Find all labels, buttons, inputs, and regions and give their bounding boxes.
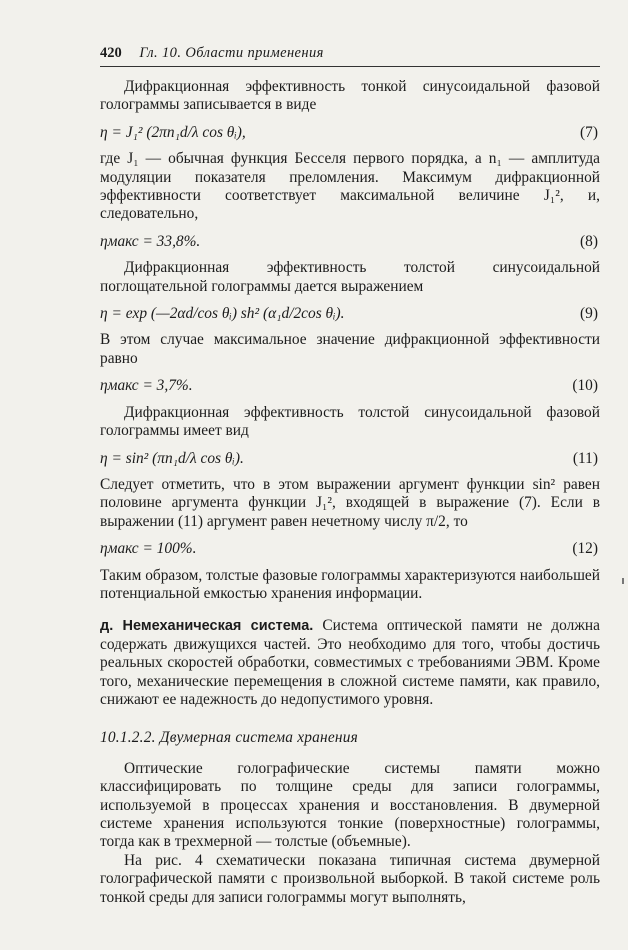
equation-9-number: (9): [580, 305, 598, 323]
equation-9: [100, 305, 600, 323]
paragraph-8: Оптические голографические системы памяти можно классифицировать по толщине среды для записи голограммы, используемой в процессах хранения и восстановления. В двумерной системе хранения используются тонкие (поверхностные) голограммы, тогда как в трехмерной — толстые (объемные).: [100, 759, 600, 851]
equation-12: [100, 540, 600, 558]
section-d: [100, 617, 600, 709]
equation-8: [100, 233, 600, 251]
equation-9-formula: η = exp (—2αd/cos θᵢ) sh² (α₁d/2cos θᵢ).: [100, 305, 345, 323]
equation-8-formula: ηмакс = 33,8%.: [100, 232, 201, 250]
paragraph-5: Дифракционная эффективность толстой синусоидальной фазовой голограммы имеет вид: [100, 403, 600, 440]
header-rule: [100, 66, 600, 67]
equation-12-number: (12): [572, 540, 598, 558]
running-header: [100, 45, 598, 62]
margin-mark: [622, 578, 624, 584]
equation-12-formula: ηмакс = 100%.: [100, 540, 197, 558]
section-d-text: Система оптической памяти не должна содержать движущихся частей. Это необходимо для того, чтобы достичь реальных скоростей обработки, совместимых с требованиями ЭВМ. Кроме того, механические перемещения в сложной системе памяти, как правило, снижают ее надежность до недопустимого уровня.: [100, 617, 600, 708]
equation-11-formula: η = sin² (πn₁d/λ cos θᵢ).: [100, 449, 244, 467]
equation-10: [100, 377, 600, 395]
paragraph-9: На рис. 4 схематически показана типичная система двумерной голографической памяти с произвольной выборкой. В такой системе роль тонкой среды для записи голограммы могут выполнять,: [100, 851, 600, 906]
paragraph-6: Следует отметить, что в этом выражении аргумент функции sin² равен половине аргумента функции J₁², входящей в выражение (7). Если в выражении (11) аргумент равен нечетному числу π/2, то: [100, 475, 600, 530]
paragraph-7: Таким образом, толстые фазовые голограммы характеризуются наибольшей потенциальной емкостью хранения информации.: [100, 566, 600, 602]
equation-7-number: (7): [580, 123, 598, 141]
equation-8-number: (8): [580, 232, 598, 250]
paragraph-1: Дифракционная эффективность тонкой синусоидальной фазовой голограммы записывается в виде: [100, 78, 600, 114]
equation-11: [100, 450, 600, 468]
chapter-title: Гл. 10. Области применения: [139, 45, 324, 61]
section-d-heading: д. Немеханическая система.: [100, 618, 314, 635]
paragraph-3: Дифракционная эффективность толстой синусоидальной поглощательной голограммы дается выражением: [100, 259, 600, 295]
paragraph-4: В этом случае максимальное значение дифракционной эффективности равно: [100, 331, 600, 367]
equation-11-number: (11): [572, 449, 598, 467]
equation-7: [100, 124, 600, 142]
equation-10-formula: ηмакс = 3,7%.: [100, 377, 193, 395]
page-body: [100, 78, 600, 907]
subsection-heading: 10.1.2.2. Двумерная система хранения: [100, 729, 358, 747]
equation-7-formula: η = J₁² (2πn₁d/λ cos θᵢ),: [100, 123, 246, 141]
paragraph-2: где J₁ — обычная функция Бесселя первого порядка, а n₁ — амплитуда модуляции показателя преломления. Максимум дифракционной эффективности соответствует максимальной величине J₁², и, следовательно,: [100, 150, 600, 223]
page-number: 420: [100, 45, 122, 61]
equation-10-number: (10): [572, 377, 598, 395]
